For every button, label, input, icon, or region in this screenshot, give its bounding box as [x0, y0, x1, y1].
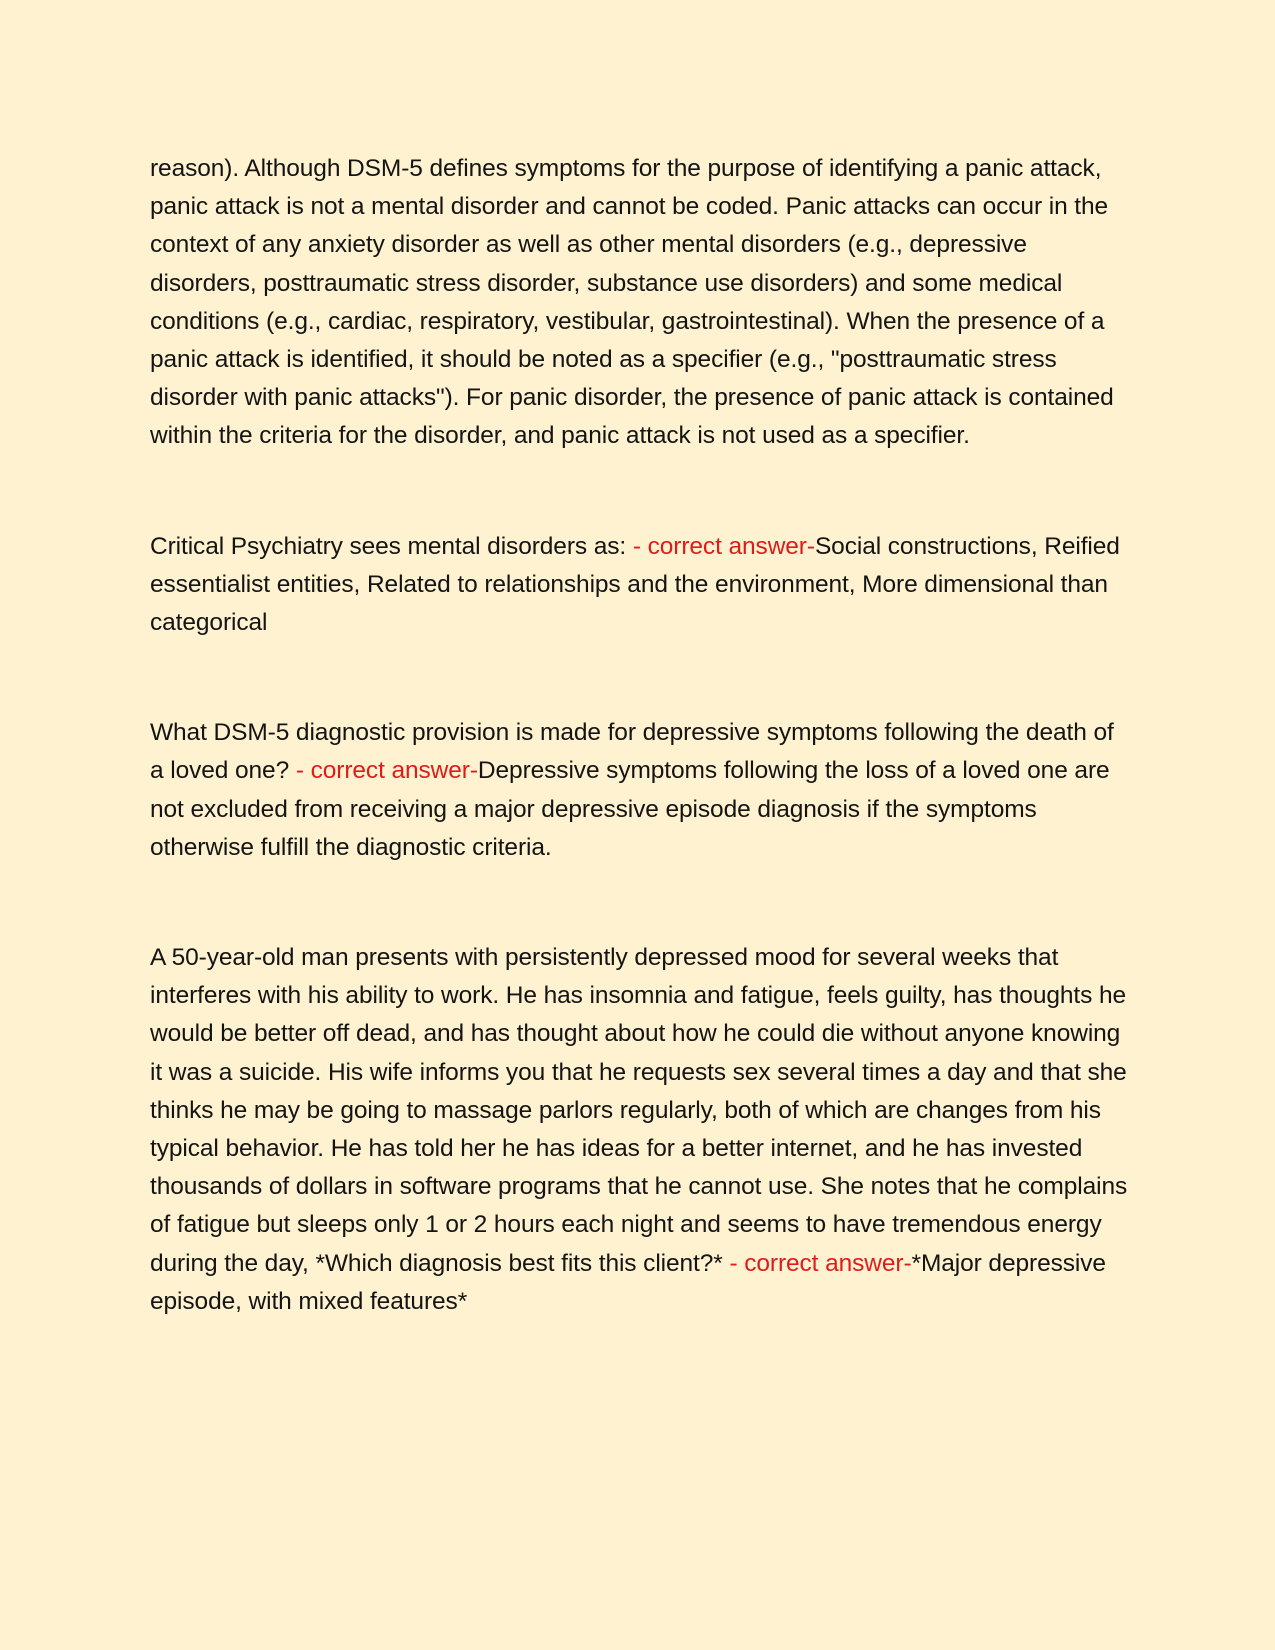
qa-item	[150, 528, 1130, 643]
question-text: A 50-year-old man presents with persistently depressed mood for several weeks that interferes with his ability to work. He has insomnia and fatigue, feels guilty, has thoughts he would be better off dead, and has thought about how he could die without anyone knowing it was a suicide. His wife informs you that he requests sex several times a day and that she thinks he may be going to massage parlors regularly, both of which are changes from his typical behavior. He has told her he has ideas for a better internet, and he has invested thousands of dollars in software programs that he cannot use. She notes that he complains of fatigue but sleeps only 1 or 2 hours each night and seems to have tremendous energy during the day, *Which diagnosis best fits this client?*	[150, 944, 1128, 1277]
intro-paragraph	[150, 150, 1130, 456]
qa-item	[150, 714, 1130, 867]
answer-text: *Major depressive episode, with mixed features*	[150, 1249, 1106, 1315]
answer-text: Social constructions, Reified essentialist entities, Related to relationships and the environment, More dimensional than categorical	[150, 532, 1120, 637]
correct-answer-marker: - correct answer-	[632, 532, 815, 560]
answer-text: Depressive symptoms following the loss of a loved one are not excluded from receiving a major depressive episode diagnosis if the symptoms otherwise fulfill the diagnostic criteria.	[150, 757, 1110, 861]
document-page	[150, 150, 1130, 1321]
question-text: Critical Psychiatry sees mental disorders as:	[150, 532, 633, 560]
question-text: What DSM-5 diagnostic provision is made for depressive symptoms following the death of a loved one?	[150, 719, 1114, 785]
correct-answer-marker: - correct answer-	[729, 1249, 912, 1277]
correct-answer-marker: - correct answer-	[295, 757, 478, 785]
qa-item	[150, 939, 1130, 1321]
intro-text: reason). Although DSM-5 defines symptoms for the purpose of identifying a panic attack, panic attack is not a mental disorder and cannot be coded. Panic attacks can occur in the context of any anxiety disorder as well as other mental disorders (e.g., depressive disorders, posttraumatic stress disorder, substance use disorders) and some medical conditions (e.g., cardiac, respiratory, vestibular, gastrointestinal). When the presence of a panic attack is identified, it should be noted as a specifier (e.g., "posttraumatic stress disorder with panic attacks"). For panic disorder, the presence of panic attack is contained within the criteria for the disorder, and panic attack is not used as a specifier.	[150, 155, 1114, 450]
